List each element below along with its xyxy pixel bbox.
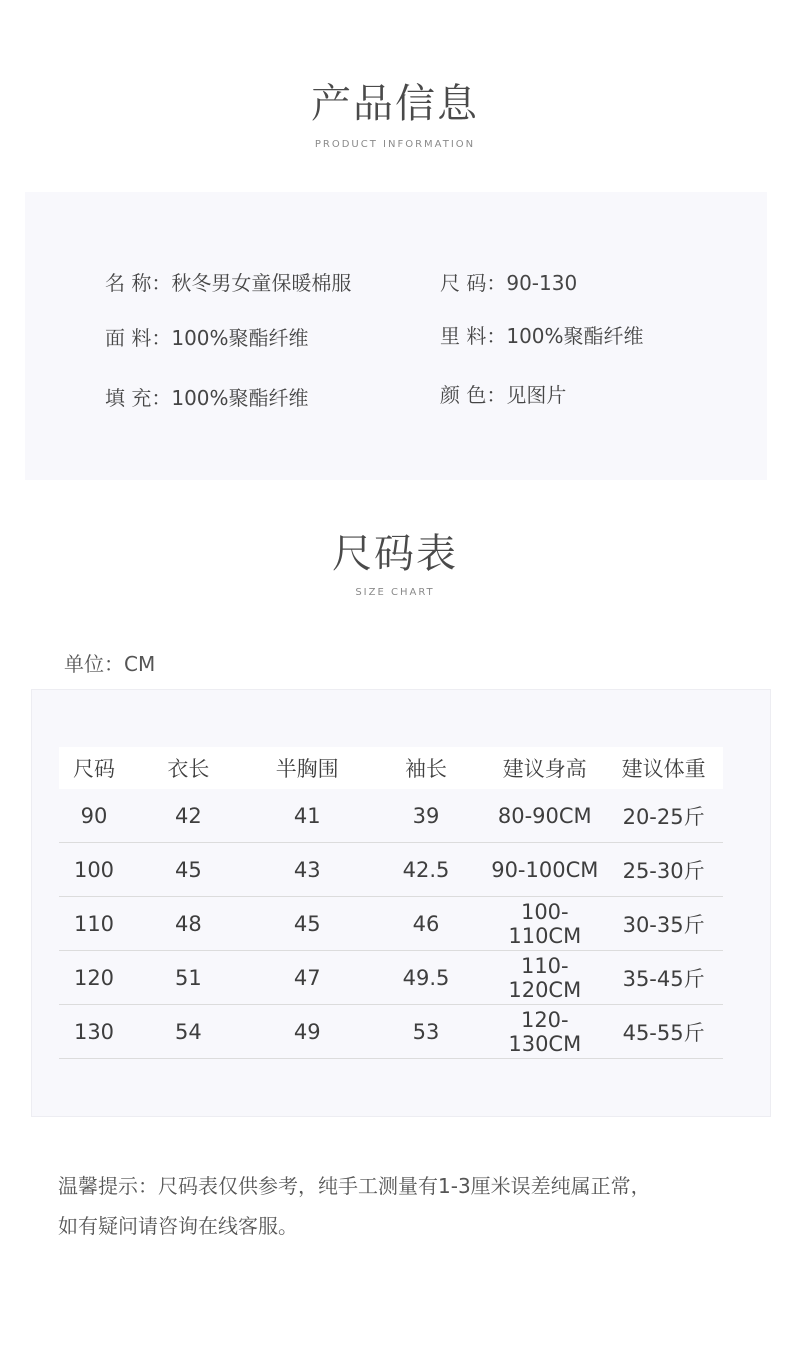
table-cell: 90-100CM <box>485 843 604 897</box>
table-cell: 120 <box>59 951 129 1005</box>
info-value: 90-130 <box>506 271 578 295</box>
table-cell: 54 <box>129 1005 248 1059</box>
info-label: 面 料： <box>105 326 172 350</box>
table-cell: 42 <box>129 789 248 843</box>
info-value: 秋冬男女童保暖棉服 <box>171 271 352 295</box>
header-length: 衣长 <box>129 747 248 789</box>
table-row <box>59 897 723 951</box>
product-info-title: 产品信息 <box>311 81 479 127</box>
table-cell: 30-35斤 <box>604 897 723 951</box>
table-row <box>59 951 723 1005</box>
info-value: 100%聚酯纤维 <box>171 326 309 350</box>
table-cell: 20-25斤 <box>604 789 723 843</box>
info-label: 颜 色： <box>440 383 507 407</box>
info-label: 名 称： <box>105 271 172 295</box>
table-cell: 53 <box>367 1005 486 1059</box>
table-row <box>59 1005 723 1059</box>
info-item-name <box>105 267 351 296</box>
header-weight: 建议体重 <box>604 747 723 789</box>
info-item-fabric <box>105 322 309 351</box>
info-item-size <box>440 267 577 296</box>
header-half-chest: 半胸围 <box>248 747 367 789</box>
info-label: 尺 码： <box>440 271 507 295</box>
table-cell: 45 <box>129 843 248 897</box>
product-info-subtitle: PRODUCT INFORMATION <box>314 139 476 150</box>
info-item-color <box>440 379 566 408</box>
info-value: 100%聚酯纤维 <box>506 324 644 348</box>
table-cell: 25-30斤 <box>604 843 723 897</box>
table-cell: 35-45斤 <box>604 951 723 1005</box>
size-tip <box>58 1166 758 1246</box>
table-header-row <box>59 747 723 789</box>
size-chart-subtitle: SIZE CHART <box>355 587 435 598</box>
table-cell: 48 <box>129 897 248 951</box>
table-row <box>59 843 723 897</box>
info-item-lining <box>440 320 644 349</box>
table-cell: 130 <box>59 1005 129 1059</box>
product-info-panel <box>25 192 767 480</box>
table-cell: 42.5 <box>367 843 486 897</box>
header-height: 建议身高 <box>485 747 604 789</box>
table-row <box>59 789 723 843</box>
size-chart-panel <box>31 689 771 1117</box>
table-cell: 120-130CM <box>485 1005 604 1059</box>
table-cell: 41 <box>248 789 367 843</box>
header-sleeve: 袖长 <box>367 747 486 789</box>
table-cell: 46 <box>367 897 486 951</box>
table-cell: 49.5 <box>367 951 486 1005</box>
table-cell: 90 <box>59 789 129 843</box>
table-cell: 80-90CM <box>485 789 604 843</box>
table-cell: 47 <box>248 951 367 1005</box>
table-cell: 49 <box>248 1005 367 1059</box>
size-table <box>59 747 723 1059</box>
info-item-filling <box>105 382 309 411</box>
info-label: 填 充： <box>105 386 172 410</box>
info-value: 见图片 <box>506 383 567 407</box>
table-cell: 110-120CM <box>485 951 604 1005</box>
table-cell: 43 <box>248 843 367 897</box>
table-cell: 39 <box>367 789 486 843</box>
tip-line-1: 温馨提示：尺码表仅供参考，纯手工测量有1-3厘米误差纯属正常， <box>58 1174 651 1198</box>
size-chart-title: 尺码表 <box>332 531 458 577</box>
table-cell: 45-55斤 <box>604 1005 723 1059</box>
table-cell: 110 <box>59 897 129 951</box>
tip-line-2: 如有疑问请咨询在线客服。 <box>58 1214 298 1238</box>
table-cell: 100-110CM <box>485 897 604 951</box>
table-cell: 45 <box>248 897 367 951</box>
table-cell: 51 <box>129 951 248 1005</box>
header-size: 尺码 <box>59 747 129 789</box>
info-label: 里 料： <box>440 324 507 348</box>
info-value: 100%聚酯纤维 <box>171 386 309 410</box>
table-cell: 100 <box>59 843 129 897</box>
unit-label: 单位：CM <box>64 652 156 676</box>
